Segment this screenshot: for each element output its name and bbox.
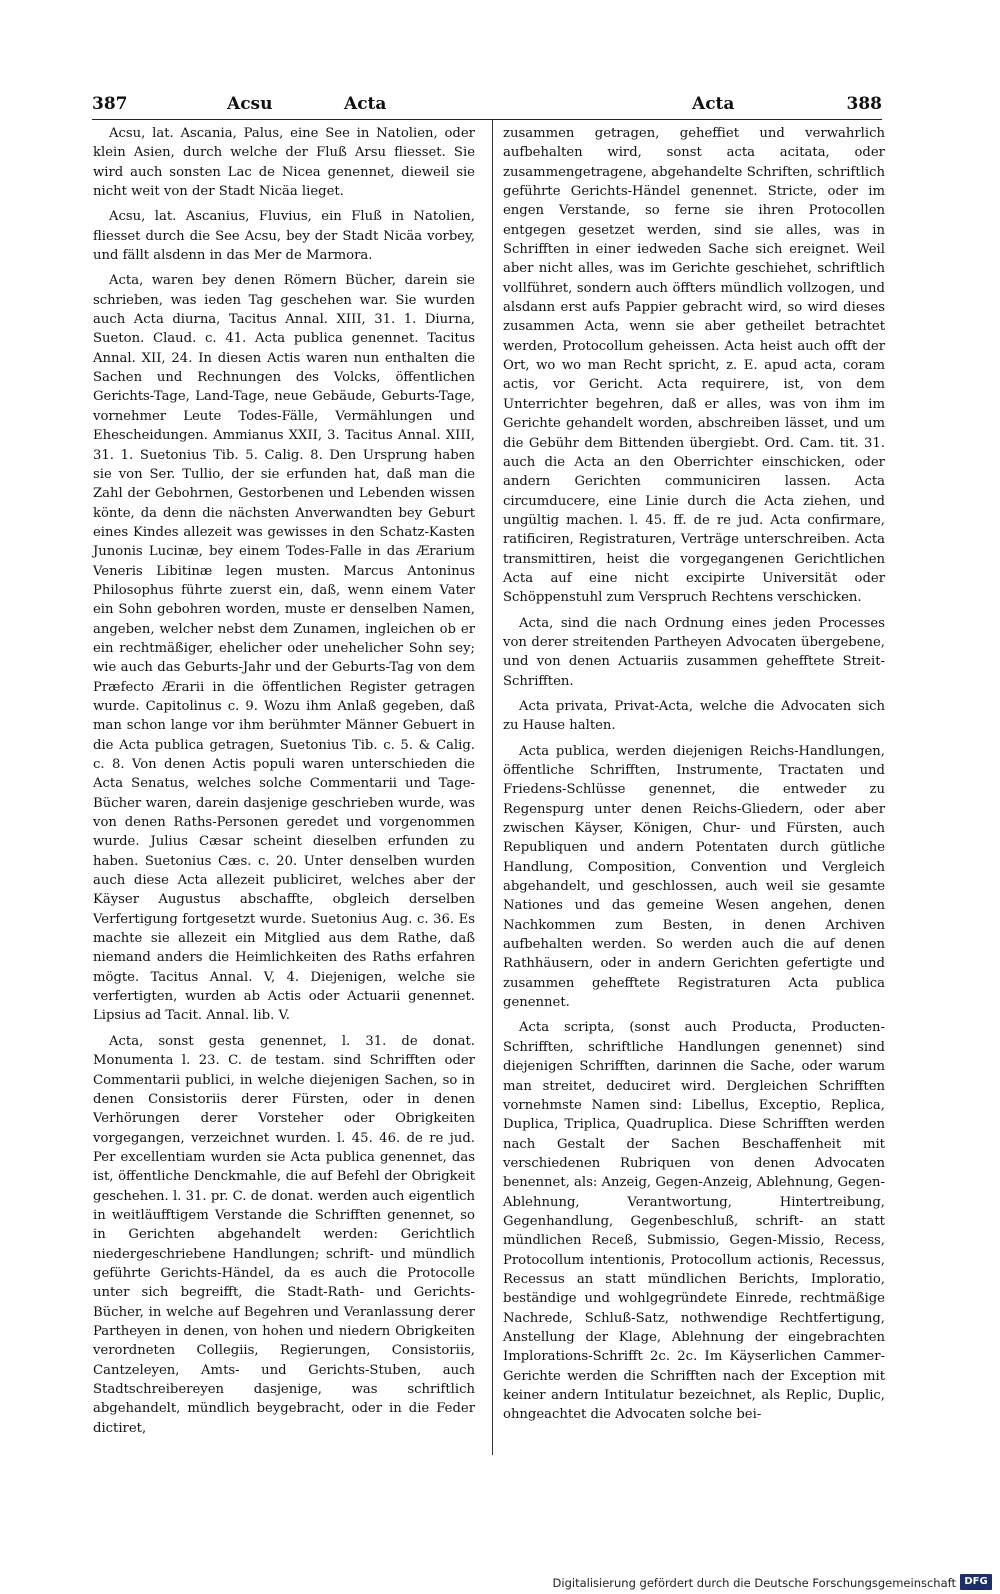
entry-acsu-river: Acsu, lat. Ascanius, Fluvius, ein Fluß in Natolien, fliesset durch die See Acsu, bey der Stadt Nicäa vorbey, und fällt alsdenn in das Mer de Marmora. xyxy=(93,209,475,264)
left-page-number: 387 xyxy=(92,94,128,114)
entry-acta-publica: Acta publica, werden diejenigen Reichs-Handlungen, öffentliche Schrifften, Instrumente, Tractaten und Friedens-Schlüsse genennet, die entweder zu Regenspurg unter denen Reichs-Gliedern, oder aber zwischen Käyser, Königen, Chur- und Fürsten, auch Republiquen und andern Potentaten durch gütliche Handlung, Composition, Convention und Vergleich abgehandelt, und geschlossen, auch weil sie gesamte Nationes und das gemeine Wesen angehen, denen Nachkommen zum Besten, in denen Archiven aufbehalten werden. So werden auch die auf denen Rathhäusern, oder in andern Gerichten gefertigte und zusammen gehefftete Registraturen Acta publica genennet. xyxy=(503,743,885,1011)
left-text-column xyxy=(93,124,475,1444)
entry-acta-continued: zusammen getragen, geheffiet und verwahrlich aufbehalten wird, sonst acta acitata, oder zusammengetragene, abgehandelte Schriften, schriftlich geführte Gerichts-Händel genennet. Stricte, oder im engen Verstande, so ferne sie ihren Protocollen entgegen gesetzet werden, sind sie alles, was in Schrifften in einer iedweden Sache sich ereignet. Weil aber nicht alles, was im Gerichte geschiehet, schriftlich vollführet, sondern auch öffters mündlich vollzogen, und alsdann erst aufs Pappier gebracht wird, so wird dieses zusammen Acta, wenn sie aber getheilet betrachtet werden, Protocollum geheissen. Acta heist auch offt der Ort, wo wo man Recht spricht, z. E. apud acta, coram actis, vor Gericht. Acta requirere, ist, von dem Unterrichter begehren, daß er alles, was von ihm im Gerichte gehandelt worden, abschreiben lässet, und um die Gebühr dem Bittenden übergiebt. Ord. Cam. tit. 31. auch die Acta an den Oberrichter einschicken, oder andern Gerichten communiciren lassen. Acta circumducere, eine Linie durch die Acta ziehen, und ungültig machen. l. 45. ff. de re jud. Acta confirmare, ratificiren, Registraturen, Verträge unterschreiben. Acta transmittiren, heist die vorgegangenen Gerichtlichen Acta auf eine nicht excipirte Universität oder Schöppenstuhl zum Verspruch Rechtens verschicken. xyxy=(503,126,885,606)
digitization-credit: Digitalisierung gefördert durch die Deutsche Forschungsgemeinschaft xyxy=(552,1576,956,1590)
right-catchword: Acta xyxy=(692,94,735,114)
header-rule xyxy=(92,119,882,120)
left-catchword-first: Acsu xyxy=(227,94,273,114)
page-header xyxy=(92,94,882,118)
right-text-column xyxy=(503,124,885,1431)
left-catchword-last: Acta xyxy=(344,94,387,114)
entry-acta-scripta: Acta scripta, (sonst auch Producta, Producten-Schrifften, schriftliche Handlungen genennet) sind diejenigen Schrifften, darinnen die Sache, oder warum man streitet, deduciret wird. Dergleichen Schrifften vornehmste Namen sind: Libellus, Exceptio, Replica, Duplica, Triplica, Quadruplica. Diese Schrifften werden nach Gestalt der Sachen Beschaffenheit mit verschiedenen Rubriquen von denen Advocaten benennet, als: Anzeig, Gegen-Anzeig, Ablehnung, Gegen-Ablehnung, Verantwortung, Hintertreibung, Gegenhandlung, Gegenbeschluß, schrift- an statt mündlichen Receß, Submissio, Gegen-Missio, Recess, Protocollum intentionis, Protocollum actionis, Recessus, Recessus an statt mündlichen Berichts, Imploratio, beständige und wohlgegründete Einrede, rechtmäßige Nachrede, Schluß-Satz, nothwendige Rechtfertigung, Anstellung der Klage, Ablehnung der eingebrachten Implorations-Schrifft 2c. 2c. Im Käyserlichen Cammer-Gerichte werden die Schrifften nach der Exception mit keiner andern Intitulatur bezeichnet, als Replic, Duplic, ohngeachtet die Advocaten solche bei- xyxy=(503,1020,885,1423)
entry-acta-privata: Acta privata, Privat-Acta, welche die Advocaten sich zu Hause halten. xyxy=(503,698,885,734)
dfg-logo-icon: DFG xyxy=(960,1574,992,1590)
right-page-number: 388 xyxy=(846,94,882,114)
entry-acta-roman: Acta, waren bey denen Römern Bücher, darein sie schrieben, was ieden Tag geschehen war. Sie wurden auch Acta diurna, Tacitus Annal. XIII, 31. 1. Diurna, Sueton. Claud. c. 41. Acta publica genennet. Tacitus Annal. XII, 24. In diesen Actis waren nun enthalten die Sachen und Rechnungen des Volcks, öffentlichen Gerichts-Tage, Land-Tage, neue Gebäude, Geburts-Tage, vornehmer Leute Todes-Fälle, Vermählungen und Ehescheidungen. Ammianus XXII, 3. Tacitus Annal. XIII, 31. 1. Suetonius Tib. 5. Calig. 8. Den Ursprung haben sie von Ser. Tullio, der sie erfunden hat, daß man die Zahl der Gebohrnen, Gestorbenen und Lebenden wissen könte, da denn die nächsten Anverwandten bey Geburt eines Kindes allezeit was gewisses in den Schatz-Kasten Junonis Lucinæ, bey einem Todes-Falle in das Ærarium Veneris Libitinæ legen musten. Marcus Antoninus Philosophus führte zuerst ein, daß, wenn einem Vater ein Sohn gebohren worden, muste er denselben Namen, angeben, welcher nebst dem Zunamen, ingleichen ob er ein rechtmäßiger, ehelicher oder unehelicher Sohn sey; wie auch das Geburts-Jahr und der Geburts-Tag von dem Præfecto Ærarii in die öffentlichen Register getragen wurde. Capitolinus c. 9. Wozu ihm Anlaß gegeben, daß man schon lange vor ihm berühmter Männer Gebuert in die Acta publica getragen, Suetonius Tib. c. 5. & Calig. c. 8. Von denen Actis populi waren unterschieden die Acta Senatus, welches solche Commentarii und Tage-Bücher waren, darein dasjenige geschrieben wurde, was von denen Raths-Personen geredet und vorgenommen wurde. Julius Cæsar scheint dieselben erfunden zu haben. Suetonius Cæs. c. 20. Unter denselben wurden auch diese Acta allezeit publiciret, welches aber der Käyser Augustus abschaffte, obgleich derselben Verfertigung fortgesetzt wurde. Suetonius Aug. c. 36. Es machte sie allezeit ein Mitglied aus dem Rathe, daß niemand anders die Heimlichkeiten des Raths erfahren mögte. Tacitus Annal. V, 4. Diejenigen, welche sie verfertigten, wurden ab Actis oder Actuarii genennet. Lipsius ad Tacit. Annal. lib. V. xyxy=(93,273,475,1024)
entry-acta-processes: Acta, sind die nach Ordnung eines jeden Processes von derer streitenden Partheyen Advocaten übergebene, und von denen Actuariis zusammen gehefftete Streit-Schrifften. xyxy=(503,615,885,689)
entry-acsu-lake: Acsu, lat. Ascania, Palus, eine See in Natolien, oder klein Asien, durch welche der Fluß Arsu fliesset. Sie wird auch sonsten Lac de Nicea genennet, dieweil sie nicht weit von der Stadt Nicäa lieget. xyxy=(93,126,475,200)
column-divider xyxy=(492,120,493,1455)
entry-acta-gesta: Acta, sonst gesta genennet, l. 31. de donat. Monumenta l. 23. C. de testam. sind Schrifften oder Commentarii publici, in welche diejenigen Sachen, so in denen Consistoriis derer Fürsten, oder in denen Verhörungen derer Vorsteher oder Obrigkeiten vorgegangen, verzeichnet wurden. l. 45. 46. de re jud. Per excellentiam wurden sie Acta publica genennet, das ist, öffentliche Denckmahle, die auf Befehl der Obrigkeit geschehen. l. 31. pr. C. de donat. werden auch eigentlich in weitläufftigem Verstande die Schrifften genennet, so in Gerichten abgehandelt werden: Gerichtlich niedergeschriebene Handlungen; schrift- und mündlich geführte Gerichts-Händel, da es auch die Protocolle unter sich begreifft, die Stadt-Rath- und Gerichts-Bücher, in welche auf Begehren und Veranlassung derer Partheyen in denen, von hohen und niedern Obrigkeiten verordneten Collegiis, Regierungen, Consistoriis, Cantzeleyen, Amts- und Gerichts-Stuben, auch Stadtschreibereyen dasjenige, was schriftlich abgehandelt, mündlich beygebracht, oder in die Feder dictiret, xyxy=(93,1033,475,1436)
